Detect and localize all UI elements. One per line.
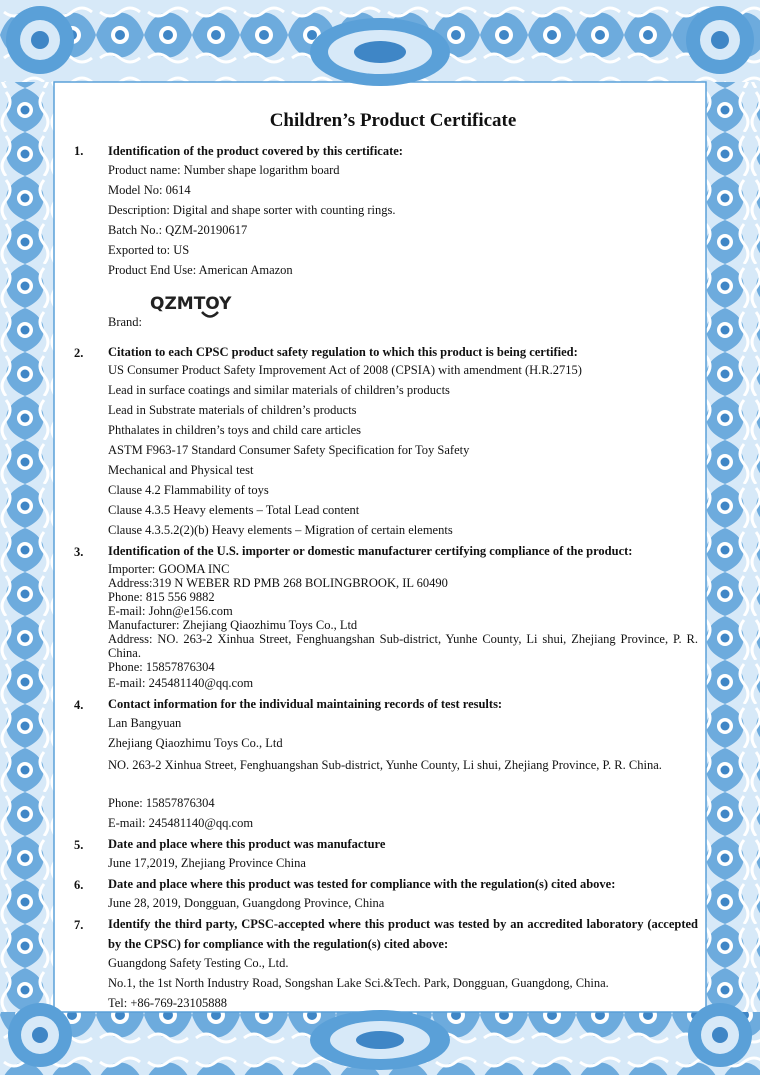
section-7-line: No.1, the 1st North Industry Road, Songshan Lake Sci.&Tech. Park, Dongguan, Guangdong, China.	[108, 976, 609, 990]
section-3-line: E-mail: John@e156.com	[108, 604, 233, 618]
section-3-line: Importer: GOOMA INC	[108, 562, 230, 576]
section-5-line: June 17,2019, Zhejiang Province China	[108, 856, 306, 870]
section-3-number: 3.	[74, 545, 84, 559]
section-5-heading: Date and place where this product was manufacture	[108, 837, 386, 851]
section-5-number: 5.	[74, 838, 84, 852]
section-3-line: Phone: 15857876304	[108, 660, 215, 674]
section-2-number: 2.	[74, 346, 84, 360]
section-1-line: Product name: Number shape logarithm board	[108, 163, 340, 177]
section-1-line: Description: Digital and shape sorter with counting rings.	[108, 203, 396, 217]
section-2-heading: Citation to each CPSC product safety regulation to which this product is being certified:	[108, 345, 578, 359]
section-2-line: Clause 4.3.5.2(2)(b) Heavy elements – Migration of certain elements	[108, 523, 453, 537]
section-3-line: Manufacturer: Zhejiang Qiaozhimu Toys Co., Ltd	[108, 618, 358, 632]
section-3-heading: Identification of the U.S. importer or domestic manufacturer certifying compliance of the product:	[108, 544, 633, 558]
section-2-line: Lead in surface coatings and similar materials of children’s products	[108, 383, 450, 397]
section-1-number: 1.	[74, 144, 84, 158]
section-3-line: Address:319 N WEBER RD PMB 268 BOLINGBROOK, IL 60490	[108, 576, 448, 590]
section-2-line: Clause 4.2 Flammability of toys	[108, 483, 269, 497]
section-4-line: Zhejiang Qiaozhimu Toys Co., Ltd	[108, 736, 283, 750]
section-7-line: Guangdong Safety Testing Co., Ltd.	[108, 956, 289, 970]
section-2-line: Mechanical and Physical test	[108, 463, 254, 477]
brand-logo-text: QZMTOY	[150, 294, 232, 314]
section-7-line: Tel: +86-769-23105888	[108, 996, 228, 1010]
section-1-line: Exported to: US	[108, 243, 190, 257]
section-4-heading: Contact information for the individual maintaining records of test results:	[108, 697, 503, 711]
section-4-line: NO. 263-2 Xinhua Street, Fenghuangshan Sub-district, Yunhe County, Li shui, Zhejiang Province, P. R. China.	[108, 758, 662, 772]
section-1-line: Batch No.: QZM-20190617	[108, 223, 248, 237]
brand-label: Brand:	[108, 315, 143, 329]
section-2-line: Clause 4.3.5 Heavy elements – Total Lead content	[108, 503, 360, 517]
section-4-line: E-mail: 245481140@qq.com	[108, 816, 254, 830]
page-title: Children’s Product Certificate	[269, 110, 517, 131]
section-4-number: 4.	[74, 698, 84, 712]
brand-logo	[150, 292, 242, 322]
section-6-line: June 28, 2019, Dongguan, Guangdong Province, China	[108, 896, 385, 910]
section-2-line: Lead in Substrate materials of children’s products	[108, 403, 357, 417]
section-4-line: Phone: 15857876304	[108, 796, 215, 810]
section-1-line: Product End Use: American Amazon	[108, 263, 293, 277]
section-3-line: Phone: 815 556 9882	[108, 590, 215, 604]
section-1-heading: Identification of the product covered by this certificate:	[108, 144, 403, 158]
section-7-heading: Identify the third party, CPSC-accepted where this product was tested by an accredited laboratory (accepted by the CPSC) for compliance with the regulation(s) cited above:	[108, 917, 698, 951]
section-3-line: Address: NO. 263-2 Xinhua Street, Fenghuangshan Sub-district, Yunhe County, Li shui, Zhejiang Province, P. R. China.	[108, 632, 698, 661]
section-6-number: 6.	[74, 878, 84, 892]
section-2-line: US Consumer Product Safety Improvement Act of 2008 (CPSIA) with amendment (H.R.2715)	[108, 363, 582, 377]
section-3-line: E-mail: 245481140@qq.com	[108, 676, 254, 690]
section-2-line: ASTM F963-17 Standard Consumer Safety Specification for Toy Safety	[108, 443, 470, 457]
section-7-number: 7.	[74, 918, 84, 932]
section-2-line: Phthalates in children’s toys and child care articles	[108, 423, 362, 437]
section-1-line: Model No: 0614	[108, 183, 191, 197]
section-6-heading: Date and place where this product was tested for compliance with the regulation(s) cited above:	[108, 877, 616, 891]
section-4-line: Lan Bangyuan	[108, 716, 182, 730]
